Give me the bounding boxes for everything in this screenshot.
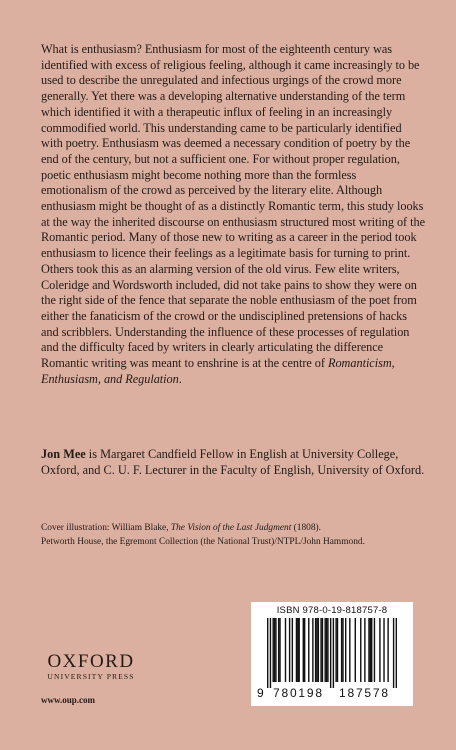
ean-right-digits: 187578 [339,686,390,700]
barcode-bar [318,618,319,682]
barcode-bar [349,618,350,682]
barcode-bar [355,618,356,682]
barcode-bar [368,618,369,682]
barcode-bar [297,618,298,682]
barcode-bar [387,618,388,682]
barcode-bar [341,618,342,682]
barcode-bar [298,618,299,682]
barcode-bar [279,618,280,682]
barcode-bar [272,618,273,682]
barcode-bar [360,618,361,682]
cover-credit [41,521,431,549]
barcode-bar [278,618,279,682]
barcode-bar [320,618,321,682]
barcode-bar [379,618,380,682]
publisher-logo [36,652,146,683]
barcode-graphic [267,618,397,688]
barcode-bar [296,618,297,682]
barcode-bar [292,618,293,682]
barcode-bar [370,618,371,682]
author-bio-text: is Margaret Candfield Fellow in English at University College, Oxford, and C. U. F. Lecturer in the Faculty of English, University of Oxford. [41,447,425,477]
barcode-bar [333,618,334,688]
blurb-end: . [178,371,182,386]
barcode-bar [345,618,346,682]
barcode-bar [335,618,336,682]
barcode-bar [374,618,375,682]
barcode-bar [364,618,365,682]
barcode-bar [326,618,327,682]
publisher-url: www.oup.com [41,695,96,705]
barcode-bar [371,618,372,682]
author-name: Jon Mee [41,447,86,461]
barcode-bar [327,618,328,682]
publisher-subtitle: UNIVERSITY PRESS [47,672,135,681]
author-bio [41,447,425,478]
barcode-bar [308,618,309,682]
barcode-bar [275,618,276,682]
blurb-text: What is enthusiasm? Enthusiasm for most of the eighteenth century was identified with excess of religious feeling, although it came increasingly to be used to describe the unregulated and infectious urgings of the crowd more generally. Yet there was a developing alternative understanding of the term which identified it with a therapeutic influx of feeling in an increasingly commodified world. This understanding came to be particularly identified with poetry. Enthusiasm was deemed a necessary condition of poetry by the end of the century, but not a sufficient one. For without proper regulation, poetic enthusiasm might become nothing more than the formless emotionalism of the crowd as perceived by the literary elite. Although enthusiasm might be thought of as a distinctly Romantic term, this study looks at the way the inherited discourse on enthusiasm structured most writing of the Romantic period. Many of those new to writing as a career in the period took enthusiasm to licence their feelings as a legitimate basis for turning to print. Others took this as an alarming version of the old virus. Few elite writers, Coleridge and Wordsworth included, did not take pains to show they were on the right side of the fence that separate the noble enthusiasm of the poet from either the fanaticism of the crowd or the undisciplined pretensions of hacks and scribblers. Understanding the influence of these processes of regulation and the difficulty faced by writers in clearly articulating the difference Romantic writing was meant to enshrine is at the centre of [41,42,425,371]
barcode-bar [315,618,316,682]
publisher-name: OXFORD [47,651,135,672]
isbn-label: ISBN 978-0-19-818757-8 [276,605,388,616]
credit-line2: Petworth House, the Egremont Collection (the National Trust)/NTPL/John Hammond. [41,537,365,547]
barcode-bar [304,618,305,682]
barcode-bar [270,618,271,688]
ean-left-digits: 780198 [273,686,324,700]
credit-prefix: Cover illustration: William Blake, [41,523,171,533]
credit-artwork: The Vision of the Last Judgment [170,523,292,533]
barcode-bar [337,618,338,682]
credit-suffix: (1808). [291,523,321,533]
barcode-bar [303,618,304,682]
barcode-bar [324,618,325,682]
blurb-paragraph [41,42,425,387]
barcode-bar [396,618,397,688]
barcode-bar [342,618,343,682]
barcode-block [251,602,413,706]
barcode-bar [316,618,317,682]
barcode-bar [330,618,331,688]
barcode-bar [274,618,275,682]
barcode-bar [289,618,290,682]
barcode-bar [393,618,394,688]
barcode-bar [267,618,268,688]
ean-first-digit: 9 [257,686,266,700]
blurb-book-title: Romanticism, Enthusiasm, and Regulation [41,356,395,386]
barcode-bar [322,618,323,682]
barcode-bar [312,618,313,682]
barcode-bar [285,618,286,682]
barcode-bar [383,618,384,682]
